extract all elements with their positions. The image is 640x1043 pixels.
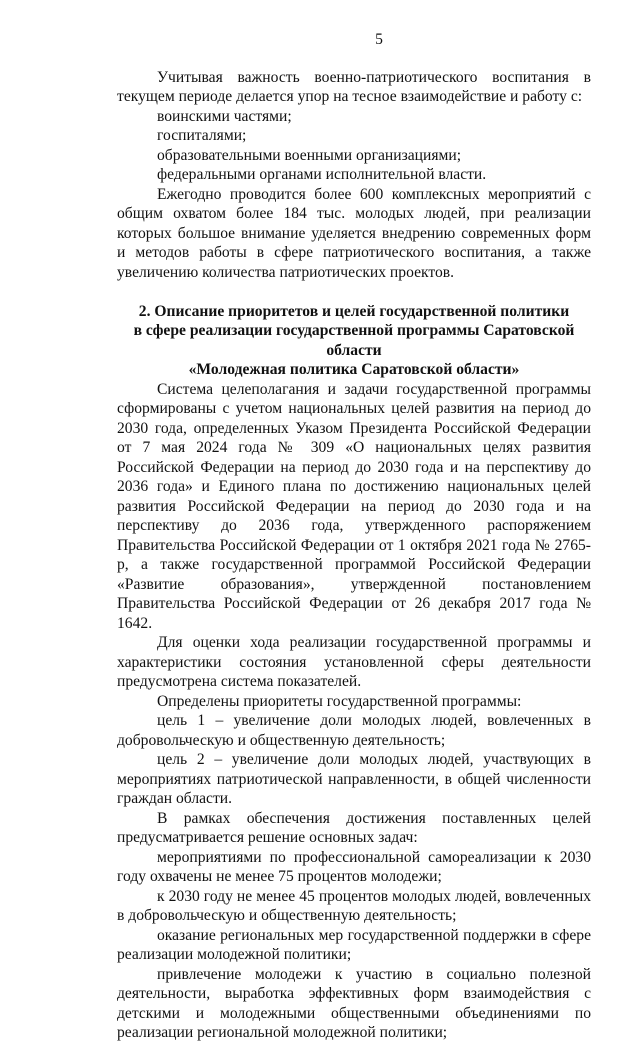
list-item: образовательными военными организациями; <box>157 146 462 164</box>
goal-item: цель 2 – увеличение доли молодых людей, участвующих в мероприятиях патриотической направленности, в общей численности граждан области. <box>117 751 591 807</box>
section-heading-line: 2. Описание приоритетов и целей государственной политики <box>138 302 570 320</box>
body-paragraph: Система целеполагания и задачи государственной программы сформированы с учетом национальных целей развития на период до 2030 года, определенных Указом Президента Российской Федерации от 7 мая 2024 года № 309 «О национальных целях развития Российской Федерации на период до 2030 года и на перспективу до 2036 года» и Единого плана по достижению национальных целей развития Российской Федерации на период до 2030 года и на перспективу до 2036 года, утвержденного распоряжением Правительства Российской Федерации от 1 октября 2021 года № 2765-р, а также государственной программой Российской Федерации «Развитие образования», утвержденной постановлением Правительства Российской Федерации от 26 декабря 2017 года № 1642. <box>117 380 591 632</box>
body-paragraph: В рамках обеспечения достижения поставленных целей предусматривается решение основных задач: <box>117 809 591 846</box>
list-item: госпиталями; <box>157 127 247 144</box>
task-item: оказание региональных мер государственной поддержки в сфере реализации молодежной политики; <box>117 926 591 963</box>
task-item: к 2030 году не менее 45 процентов молодых людей, вовлеченных в добровольческую и общественную деятельность; <box>117 887 591 924</box>
section-heading <box>117 302 591 380</box>
intro-closing-paragraph: Ежегодно проводится более 600 комплексных мероприятий с общим охватом более 184 тыс. молодых людей, при реализации которых большое внимание уделяется внедрению современных форм и методов работы в сфере патриотического воспитания, а также увеличению количества патриотических проектов. <box>117 185 591 281</box>
task-item: мероприятиями по профессиональной самореализации к 2030 году охвачены не менее 75 процентов молодежи; <box>117 848 591 885</box>
document-page <box>117 30 591 1043</box>
spacer <box>117 282 591 302</box>
list-item: федеральными органами исполнительной власти. <box>157 166 487 183</box>
intro-paragraph: Учитывая важность военно-патриотического воспитания в текущем периоде делается упор на тесное взаимодействие и работу с: <box>117 68 591 105</box>
body-paragraph: Определены приоритеты государственной программы: <box>157 692 522 710</box>
task-item: привлечение молодежи к участию в социально полезной деятельности, выработка эффективных форм взаимодействия с детскими и молодежными общественными объединениями по реализации региональной молодежной политики; <box>117 965 591 1041</box>
body-paragraph: Для оценки хода реализации государственной программы и характеристики состояния установленной сферы деятельности предусмотрена система показателей. <box>117 634 591 690</box>
goal-item: цель 1 – увеличение доли молодых людей, вовлеченных в добровольческую и общественную деятельность; <box>117 712 591 749</box>
section-heading-line: «Молодежная политика Саратовской области» <box>188 361 520 378</box>
page-number: 5 <box>375 31 383 48</box>
section-heading-line: в сфере реализации государственной программы Саратовской области <box>133 322 575 359</box>
list-item: воинскими частями; <box>157 107 292 125</box>
